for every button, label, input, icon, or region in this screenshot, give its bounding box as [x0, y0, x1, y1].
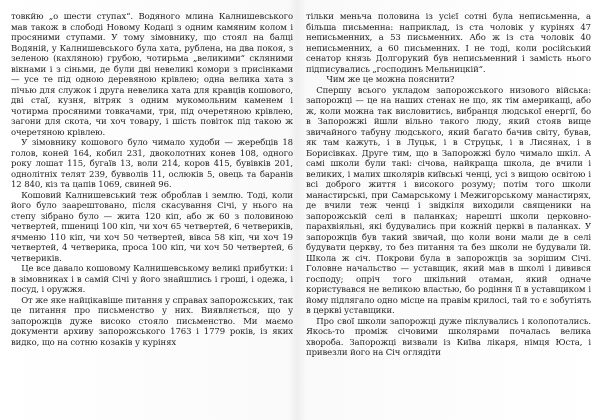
right-page	[306, 12, 591, 414]
right-paragraph-2: Чим же це можна пояснити?	[326, 75, 455, 85]
right-paragraph-3: Спершу всього укладом запорожського низового війська: запорожці — це на наших стенах не що, як тім америкащі, або ж, коли можна так висловитись, вибранця людської енергії, бо в Запорожжі йшли вільно такого люду, який стояв вище звичайного табуну людського, який багато бачив світу, бував, як там кажуть, і в Луцьк, і в Струцьк, і в Лисянах, і в Борисівках. Друге тим, що в Запорожжі було чимало шкіл. А самі школи були такі: січова, найкраща школа, де вчили і великих, і малих школярів київські ченці, усі з вищою освітою і всі доброго життя і високого розуму; потім того школи манастирські, при Самарському і Межигорському манастирях, де вчили теж ченці і звідкіля виходили священики на запорожській селі в паланках; нарешті школи церковно-парахвіяльні, які будувались при кожній церкві в паланках. У запорожців був такий звичай, що коли вони мали де в селі будувати церкву, то без питання та без школи не будували їй. Школа ж січ. Покрови була в запорожців за зорішим Січі. Головне начальство — уставщик, який мав в школі і дивився господу; опріч того шкільний отаман, який одначе користувався не великою властью, бо родіння її в уставщиком і йому підлягало одно місце на правім крилосі, тай то є зобутіять в церкві уставщики.	[306, 85, 591, 316]
left-page	[11, 12, 293, 414]
right-paragraph-1: тільки меньча половина із усієї сотні була неписьменна, а більша письменна: наприклад, із ста чоловік у курінях 47 неписьменних, а 53 письменних. Або ж із ста чоловік 40 неписьменних, а 60 письменних. І не тоді, коли російський сенатор князь Долгорукий був неписьменний і замість нього підписувались „господинъ Мельницкій“.	[306, 12, 591, 75]
left-paragraph-2: У зімовнику кошового було чимало худоби — жеребців 18 голов, коней 164, кобил 231, двоколотних конев 108, одного року лошат 115, бугаїв 13, воли 214, коров 415, бувівків 201, однолітніх телят 239, бувволів 11, ослюків 5, овець та баранів 12 840, кіз та цапів 1069, свиней 96.	[11, 138, 293, 190]
left-paragraph-4: Це все давало кошовому Калнишевському великі прибутки: і в зімовниках і в самій Січі у його знайшлись і гроші, і одежа, і посуд, і оружжя.	[11, 264, 293, 295]
left-paragraph-1: товкйю „о шести ступах“. Водяного млина Калнишевського мав також в слободі Новому Кодаці з одним камяним колом і просяними ступами. У тому зімовнику, що стоял на балці Водяній, у Калнишевського була хата, рублена, на два покоя, з зеленою (кахляною) грубою, чотирьма „великими“ скляними вікнами і з сіньми, де були дві невеликі комори з присінками — усе те під одною деревяною крівлею; одна велика хата з пічью для служок і друга невелика хата для кравців кошового, дві стаї, кузня, вітряк з одним мукомольним каменем і чотирма просяними товкачами, три, під очеретяною крівлею, загони для скота, чи хоч товару, і шість повіток під такою ж очеретяною крівлею.	[11, 12, 293, 138]
left-paragraph-3: Кошовий Калнишевський теж оброблав і землю. Тоді, коли його було заарештовано, після скасування Січі, у нього на степу зібрано було — жита 120 кіп, або ж 60 з половиною четвертей, пшениці 100 кіп, чи хоч 65 четвертей, 6 четвериків, ячменю 110 кіп, чи хоч 50 четвертей, вівса 58 кіп, чи хоч 19 четвертей, 4 четверика, проса 100 кіп, чи хоч 50 четвертей, 6 четвериків.	[11, 190, 293, 264]
right-paragraph-4: Про свої школи запорожці дуже піклувались і колопотались. Якось-то проміж січовими школярами почалась велика хвороба. Запорожці визвали із Київа лікаря, німця Юста, і привезли його на Січ оглядіти	[306, 316, 591, 358]
left-paragraph-5: От же яке найцікавіше питання у справах запорожських, так це питання про письменство у них. Виявляється, що у запорожців дуже високо стояло письменство. Ми маємо документи архиву запорожського 1763 і 1779 років, із яких видко, що на сотню козаків у курінях	[11, 295, 293, 348]
